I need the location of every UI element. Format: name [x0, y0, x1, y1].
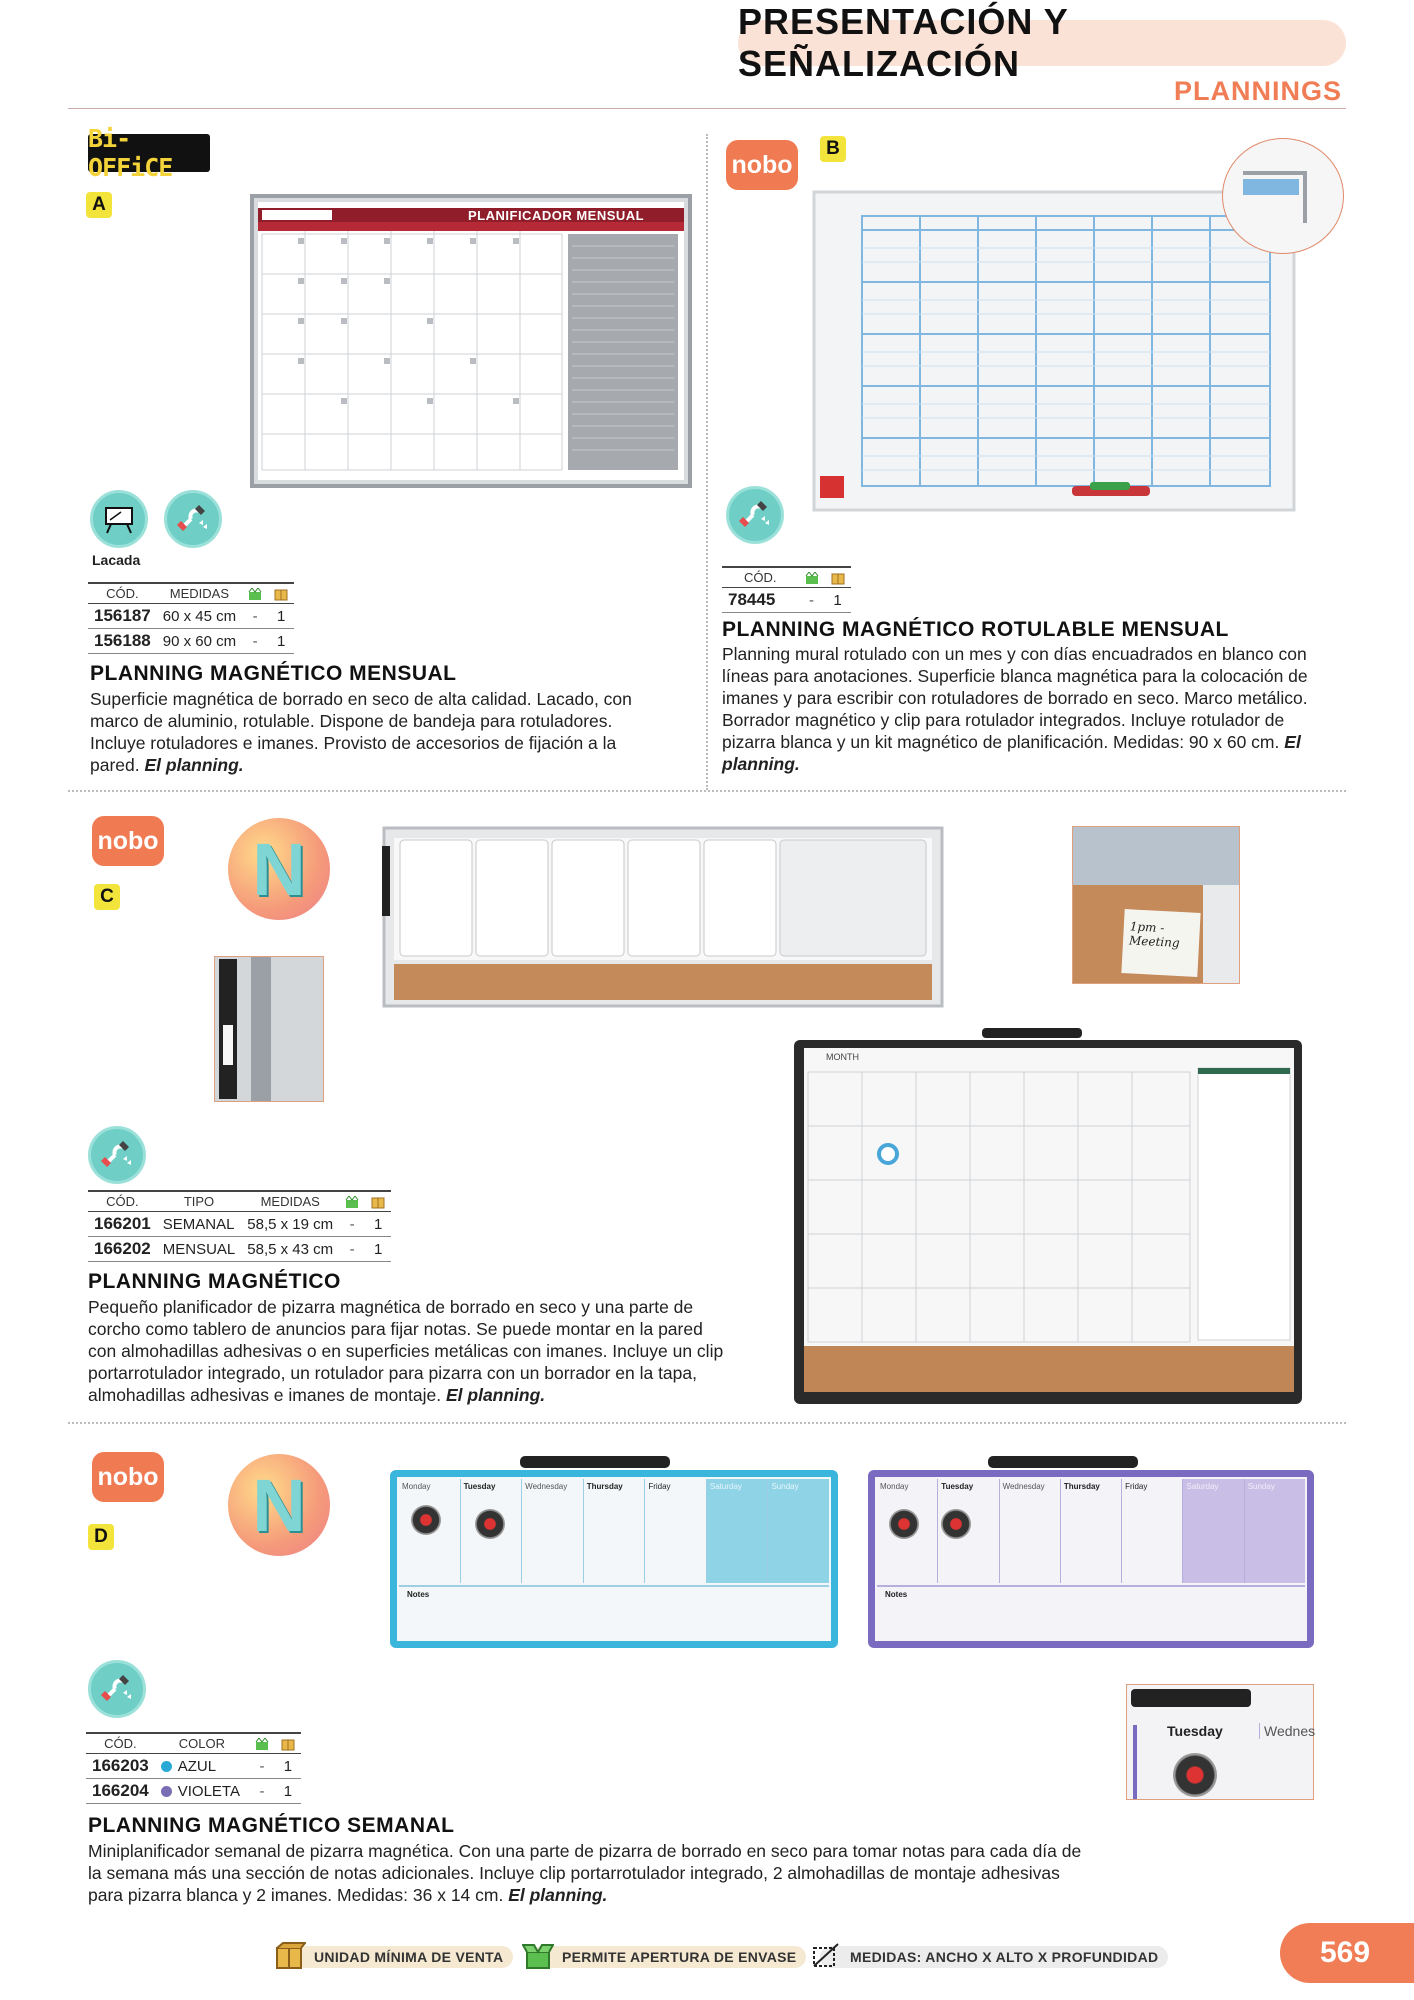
- clip-rail: [251, 957, 271, 1101]
- col-code: CÓD.: [88, 583, 157, 604]
- open-box-icon: [248, 588, 262, 601]
- product-code: 78445: [722, 588, 799, 613]
- feature-magnetic-badge: [164, 490, 222, 548]
- bioffice-logo: Bi-OFFiCE: [88, 134, 210, 172]
- col-min-unit: [268, 583, 294, 604]
- sale-unit: El planning.: [144, 755, 244, 775]
- corner-detail-icon: [1223, 139, 1345, 255]
- header-divider: [68, 108, 1346, 109]
- product-d-description: [88, 1840, 1088, 1906]
- sale-unit: El planning.: [508, 1885, 608, 1905]
- section-divider-2: [68, 1422, 1346, 1424]
- table-row: [88, 1212, 391, 1237]
- whiteboard-icon: [99, 499, 139, 539]
- nobo-logo: nobo: [92, 1452, 164, 1502]
- product-code: 166202: [88, 1237, 157, 1262]
- legend-min-unit: [274, 1944, 513, 1970]
- col-code: CÓD.: [88, 1191, 157, 1212]
- legend-label: MEDIDAS: ANCHO X ALTO X PROFUNDIDAD: [820, 1946, 1168, 1968]
- open-pack-value: -: [339, 1237, 365, 1262]
- product-c-name: PLANNING MAGNÉTICO: [88, 1270, 341, 1293]
- box-icon: [831, 572, 845, 585]
- magnet-round: [1173, 1753, 1217, 1797]
- box-icon: [274, 588, 288, 601]
- day-column: Monday: [877, 1479, 938, 1583]
- day-column: Monday: [399, 1479, 461, 1583]
- col-open-pack: [799, 567, 825, 588]
- day-column: Saturday: [1183, 1479, 1244, 1583]
- product-size: 90 x 60 cm: [157, 629, 242, 654]
- marker-pen: [1131, 1689, 1251, 1707]
- weekly-day-columns: [399, 1479, 829, 1583]
- zoom-day-label: Tuesday: [1167, 1723, 1223, 1739]
- legend-label: PERMITE APERTURA DE ENVASE: [532, 1946, 806, 1968]
- open-pack-value: -: [799, 588, 825, 613]
- description-text: Pequeño planificador de pizarra magnética de borrado en seco y una parte de corcho como tablero de anuncios para fijar notas. Se puede montar en la pared con almohadillas adhesivas o en superficies metálicas con imanes. Incluye un clip portarrotulador integrado, un rotulador para pizarra con un borrador en la tapa, almohadillas adhesivas e imanes de montaje.: [88, 1297, 724, 1405]
- magnet-icon: [173, 499, 213, 539]
- product-size: 58,5 x 19 cm: [241, 1212, 339, 1237]
- month-header: MONTH: [826, 1052, 859, 1062]
- magnet-round: [941, 1509, 971, 1539]
- col-type: TIPO: [157, 1191, 242, 1212]
- board-edge: [1073, 827, 1239, 885]
- min-unit-value: 1: [275, 1754, 301, 1779]
- box-icon: [274, 1942, 306, 1973]
- dimensions-icon: [810, 1942, 842, 1973]
- min-unit-value: 1: [365, 1237, 391, 1262]
- cork-note-zoom: [1072, 826, 1240, 984]
- notes-area: Notes: [399, 1585, 829, 1637]
- feature-lacquered-badge: [90, 490, 148, 548]
- table-row: [88, 604, 294, 629]
- product-color: [155, 1779, 249, 1804]
- table-row: [86, 1779, 301, 1804]
- table-row: [88, 629, 294, 654]
- day-column: Saturday: [707, 1479, 769, 1583]
- product-b-letter: B: [820, 136, 846, 162]
- day-column: Wednesday: [522, 1479, 584, 1583]
- product-c-monthly-image: [792, 1028, 1304, 1406]
- open-pack-value: -: [249, 1754, 275, 1779]
- nobo-logo: nobo: [726, 140, 798, 190]
- product-type: SEMANAL: [157, 1212, 242, 1237]
- product-code: 156188: [88, 629, 157, 654]
- nobo-logo: nobo: [92, 816, 164, 866]
- planner-monthly-board: [250, 194, 692, 488]
- product-c-table: [88, 1190, 391, 1262]
- zoom-day-label: Wednes: [1259, 1723, 1315, 1739]
- product-size: 60 x 45 cm: [157, 604, 242, 629]
- col-min-unit: [365, 1191, 391, 1212]
- min-unit-value: 1: [825, 588, 851, 613]
- novelty-badge: N: [228, 1454, 330, 1556]
- product-type: MENSUAL: [157, 1237, 242, 1262]
- col-size: MEDIDAS: [241, 1191, 339, 1212]
- col-min-unit: [275, 1733, 301, 1754]
- product-c-description: [88, 1296, 728, 1406]
- min-unit-value: 1: [365, 1212, 391, 1237]
- sticky-note: 1pm - Meeting: [1121, 909, 1200, 977]
- min-unit-value: 1: [268, 604, 294, 629]
- product-b-table: [722, 566, 851, 613]
- day-column: Sunday: [768, 1479, 829, 1583]
- marker-clip-zoom: [214, 956, 324, 1102]
- col-code: CÓD.: [86, 1733, 155, 1754]
- color-swatch-violet: [161, 1786, 172, 1797]
- section-divider-1: [68, 790, 1346, 792]
- feature-magnetic-badge: [726, 486, 784, 544]
- marker-pen: [988, 1456, 1138, 1468]
- color-name: AZUL: [177, 1757, 217, 1775]
- product-d-blue-image: [390, 1470, 838, 1648]
- marker-label: [223, 1025, 233, 1065]
- col-open-pack: [249, 1733, 275, 1754]
- weekly-day-columns: [877, 1479, 1305, 1583]
- table-row: [722, 588, 851, 613]
- day-column: Sunday: [1245, 1479, 1305, 1583]
- product-a-description: [90, 688, 650, 776]
- day-column: Tuesday: [938, 1479, 999, 1583]
- marker-pen: [520, 1456, 670, 1468]
- description-text: Miniplanificador semanal de pizarra magnética. Con una parte de pizarra de borrado en seco para tomar notas para cada día de la semana más una sección de notas adicionales. Incluye clip portarrotulador integrado, 2 almohadillas de montaje adhesivas para pizarra blanca y 2 imanes. Medidas: 36 x 14 cm.: [88, 1841, 1082, 1905]
- product-b-name: PLANNING MAGNÉTICO ROTULABLE MENSUAL: [722, 618, 1229, 641]
- novelty-badge: N: [228, 818, 330, 920]
- feature-magnetic-badge: [88, 1660, 146, 1718]
- table-row: [88, 1237, 391, 1262]
- notes-area: Notes: [877, 1585, 1305, 1637]
- finish-label: Lacada: [92, 552, 141, 568]
- description-text: Planning mural rotulado con un mes y con días encuadrados en blanco con líneas para anotaciones. Superficie blanca magnética para la colocación de imanes y para escribir con rotuladores de borrado en seco. Marco metálico. Borrador magnético y clip para rotulador integrados. Incluye rotulador de pizarra blanca y un kit magnético de planificación. Medidas: 90 x 60 cm.: [722, 644, 1308, 752]
- description-text: Superficie magnética de borrado en seco de alta calidad. Lacado, con marco de aluminio, rotulable. Dispone de bandeja para rotuladores. Incluye rotuladores e imanes. Provisto de accesorios de fijación a la pared.: [90, 689, 632, 775]
- day-column: Wednesday: [1000, 1479, 1061, 1583]
- col-color: COLOR: [155, 1733, 249, 1754]
- product-b-description: [722, 643, 1316, 775]
- min-unit-value: 1: [275, 1779, 301, 1804]
- product-d-table: [86, 1732, 301, 1804]
- legend-open-pack: [522, 1944, 806, 1970]
- day-column: Tuesday: [461, 1479, 523, 1583]
- open-pack-value: -: [339, 1212, 365, 1237]
- product-a-table: [88, 582, 294, 654]
- corner-zoom-inset: [1222, 138, 1344, 254]
- open-pack-value: -: [249, 1779, 275, 1804]
- open-pack-value: -: [242, 629, 268, 654]
- col-open-pack: [242, 583, 268, 604]
- day-column: Friday: [1122, 1479, 1183, 1583]
- product-c-weekly-image: [382, 826, 944, 1008]
- legend-label: UNIDAD MÍNIMA DE VENTA: [284, 1946, 513, 1968]
- min-unit-value: 1: [268, 629, 294, 654]
- day-column: Friday: [645, 1479, 707, 1583]
- weekly-cork-board: [382, 826, 944, 1008]
- col-size: MEDIDAS: [157, 583, 242, 604]
- product-a-letter: A: [86, 192, 112, 218]
- product-code: 166204: [86, 1779, 155, 1804]
- product-c-letter: C: [94, 884, 120, 910]
- magnet-round: [475, 1509, 505, 1539]
- col-min-unit: [825, 567, 851, 588]
- page-number: 569: [1280, 1923, 1414, 1983]
- product-code: 166203: [86, 1754, 155, 1779]
- product-code: 166201: [88, 1212, 157, 1237]
- color-name: VIOLETA: [177, 1782, 240, 1800]
- open-pack-value: -: [242, 604, 268, 629]
- product-color: [155, 1754, 249, 1779]
- magnet-icon: [97, 1669, 137, 1709]
- day-column: Thursday: [1061, 1479, 1122, 1583]
- magnet-round: [889, 1509, 919, 1539]
- magnet-icon: [97, 1135, 137, 1175]
- open-box-icon: [805, 572, 819, 585]
- sale-unit: El planning.: [722, 732, 1301, 774]
- legend-dimensions: [810, 1944, 1168, 1970]
- box-icon: [371, 1196, 385, 1209]
- product-d-violet-image: [868, 1470, 1314, 1648]
- product-code: 156187: [88, 604, 157, 629]
- open-box-icon: [255, 1738, 269, 1751]
- day-column: Thursday: [584, 1479, 646, 1583]
- frame-edge: [1133, 1725, 1137, 1799]
- col-code: CÓD.: [722, 567, 799, 588]
- table-row: [86, 1754, 301, 1779]
- column-divider: [706, 134, 708, 790]
- col-open-pack: [339, 1191, 365, 1212]
- open-box-icon: [522, 1942, 554, 1973]
- product-a-name: PLANNING MAGNÉTICO MENSUAL: [90, 662, 457, 685]
- product-d-name: PLANNING MAGNÉTICO SEMANAL: [88, 1814, 455, 1837]
- color-swatch-blue: [161, 1761, 172, 1772]
- open-box-icon: [345, 1196, 359, 1209]
- monthly-cork-board: [792, 1028, 1304, 1406]
- board-title: PLANIFICADOR MENSUAL: [468, 208, 645, 223]
- product-d-letter: D: [88, 1524, 114, 1550]
- magnet-round: [411, 1505, 441, 1535]
- weekly-zoom-detail: [1126, 1684, 1314, 1800]
- product-size: 58,5 x 43 cm: [241, 1237, 339, 1262]
- feature-magnetic-badge: [88, 1126, 146, 1184]
- magnet-icon: [735, 495, 775, 535]
- subsection-title: PLANNINGS: [1173, 76, 1342, 106]
- product-a-image: [250, 194, 692, 488]
- sale-unit: El planning.: [446, 1385, 546, 1405]
- box-icon: [281, 1738, 295, 1751]
- section-title: PRESENTACIÓN Y SEÑALIZACIÓN: [738, 20, 1346, 66]
